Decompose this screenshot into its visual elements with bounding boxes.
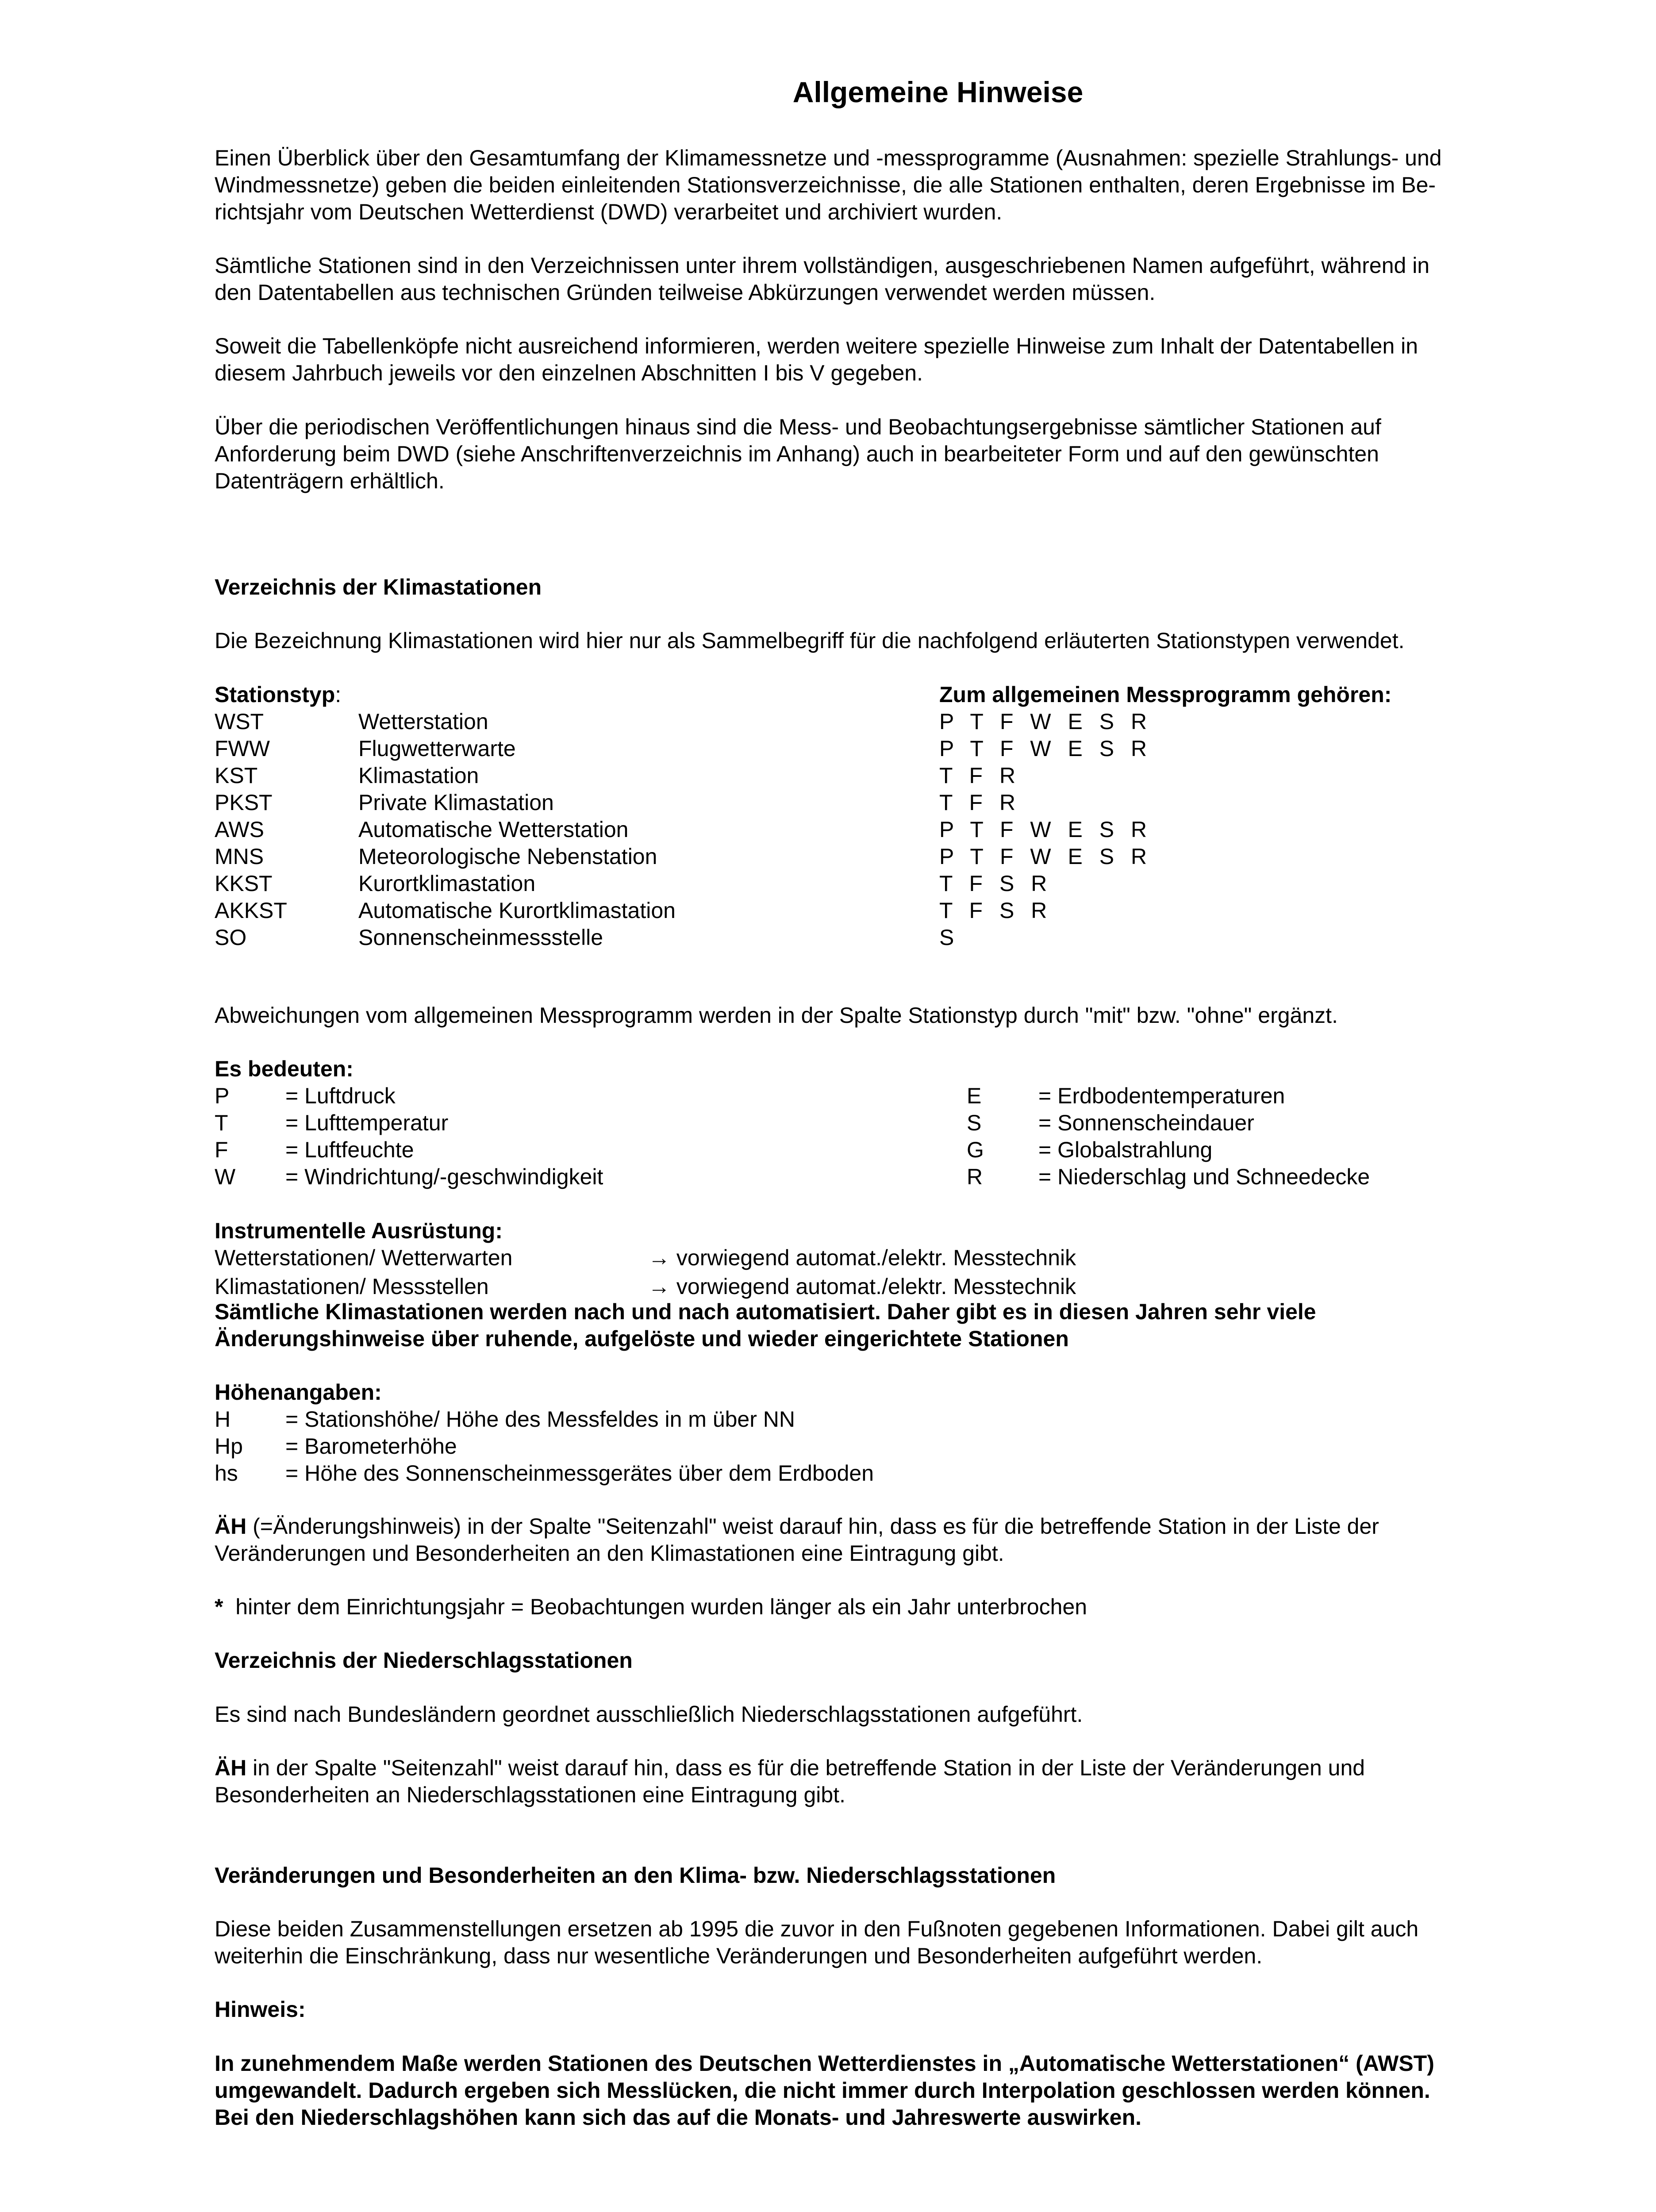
star-text: hinter dem Einrichtungsjahr = Beobachtungen wurden länger als ein Jahr unterbrochen xyxy=(235,1594,1087,1619)
instr-value: → vorwiegend automat./elektr. Messtechnik xyxy=(648,1245,1076,1270)
nieder-intro: Es sind nach Bundesländern geordnet ausschließlich Niederschlagsstationen aufgeführt. xyxy=(215,1702,1083,1727)
instr-table xyxy=(215,1244,1586,1302)
intro-paragraph-3 xyxy=(215,333,1586,387)
text-line: Über die periodischen Veröffentlichungen hinaus sind die Mess- und Beobachtungsergebnisse sämtlicher Stationen auf xyxy=(215,415,1381,439)
legend-key: S xyxy=(967,1110,982,1135)
text-line xyxy=(215,1755,1586,1782)
station-type-abbr: MNS xyxy=(215,844,264,869)
station-type-program: T F S R xyxy=(939,871,1053,896)
station-type-abbr: KKST xyxy=(215,871,273,896)
instr-value: → vorwiegend automat./elektr. Messtechnik xyxy=(648,1274,1076,1299)
text-line: Diese beiden Zusammenstellungen ersetzen ab 1995 die zuvor in den Fußnoten gegebenen Informationen. Dabei gilt auch xyxy=(215,1916,1419,1941)
station-type-name: Klimastation xyxy=(358,763,479,788)
legend-key: W xyxy=(215,1164,236,1189)
legend-key: G xyxy=(967,1137,984,1162)
station-type-abbr: KST xyxy=(215,763,258,788)
ah-abbr: ÄH xyxy=(215,1514,247,1539)
section-heading-veraenderungen: Veränderungen und Besonderheiten an den Klima- bzw. Niederschlagsstationen xyxy=(215,1863,1056,1888)
stationstyp-label: Stationstyp xyxy=(215,682,335,707)
text-line: den Datentabellen aus technischen Gründen teilweise Abkürzungen verwendet werden müssen. xyxy=(215,280,1156,305)
station-type-program: S xyxy=(939,925,960,950)
legend-value: = Sonnenscheindauer xyxy=(1038,1110,1254,1135)
legend-value: = Globalstrahlung xyxy=(1038,1137,1213,1162)
legend-key: F xyxy=(215,1137,228,1162)
section-heading-niederschlag: Verzeichnis der Niederschlagsstationen xyxy=(215,1648,633,1673)
station-type-name: Sonnenscheinmessstelle xyxy=(358,925,603,950)
station-type-program: P T F W E S R xyxy=(939,709,1153,734)
bedeuten-label: Es bedeuten: xyxy=(215,1056,353,1081)
legend-key: P xyxy=(215,1083,230,1108)
text-line: Bei den Niederschlagshöhen kann sich das auf die Monats- und Jahreswerte auswirken. xyxy=(215,2105,1142,2130)
text-fragment: (=Änderungshinweis) in der Spalte "Seitenzahl" weist darauf hin, dass es für die betreffende Station in der Liste der xyxy=(246,1514,1379,1539)
text-line: richtsjahr vom Deutschen Wetterdienst (DWD) verarbeitet und archiviert wurden. xyxy=(215,200,1003,224)
station-type-abbr: WST xyxy=(215,709,264,734)
ah-nieder-text xyxy=(215,1755,1586,1809)
text-line: Datenträgern erhältlich. xyxy=(215,469,445,493)
legend-value: = Erdbodentemperaturen xyxy=(1038,1083,1285,1108)
star-mark: * xyxy=(215,1594,223,1619)
text-line: umgewandelt. Dadurch ergeben sich Messlücken, die nicht immer durch Interpolation geschlossen werden können. xyxy=(215,2078,1430,2103)
legend-key: T xyxy=(215,1110,228,1135)
station-type-program: P T F W E S R xyxy=(939,736,1153,761)
text-line: Sämtliche Klimastationen werden nach und nach automatisiert. Daher gibt es in diesen Jahren sehr viele xyxy=(215,1299,1316,1324)
text-line: Besonderheiten an Niederschlagsstationen eine Eintragung gibt. xyxy=(215,1782,845,1807)
stationstyp-header xyxy=(215,681,341,708)
legend-key: E xyxy=(967,1083,982,1108)
instr-note xyxy=(215,1298,1586,1352)
intro-paragraph-4 xyxy=(215,414,1586,495)
station-type-abbr: AKKST xyxy=(215,898,287,923)
section-heading-klimastationen: Verzeichnis der Klimastationen xyxy=(215,575,542,599)
legend-value: = Luftfeuchte xyxy=(285,1137,414,1162)
station-type-program: P T F W E S R xyxy=(939,844,1153,869)
hoehe-key: H xyxy=(215,1407,231,1432)
star-note xyxy=(215,1594,1586,1621)
station-type-abbr: SO xyxy=(215,925,247,950)
intro-paragraph-2 xyxy=(215,252,1586,306)
intro-paragraph-1 xyxy=(215,145,1586,226)
text-line: Einen Überblick über den Gesamtumfang der Klimamessnetze und -messprogramme (Ausnahmen: spezielle Strahlungs- und xyxy=(215,146,1442,170)
hinweis-label: Hinweis: xyxy=(215,1997,306,2022)
text-line: Änderungshinweise über ruhende, aufgelöste und wieder eingerichtete Stationen xyxy=(215,1326,1069,1351)
station-type-name: Automatische Wetterstation xyxy=(358,817,629,842)
text-line: weiterhin die Einschränkung, dass nur wesentliche Veränderungen und Besonderheiten aufgeführt werden. xyxy=(215,1943,1263,1968)
klima-intro: Die Bezeichnung Klimastationen wird hier nur als Sammelbegriff für die nachfolgend erläuterten Stationstypen verwendet. xyxy=(215,628,1405,653)
text-line: diesem Jahrbuch jeweils vor den einzelnen Abschnitten I bis V gegeben. xyxy=(215,361,923,385)
station-type-abbr: PKST xyxy=(215,790,273,815)
text-line: Veränderungen und Besonderheiten an den Klimastationen eine Eintragung gibt. xyxy=(215,1541,1004,1566)
hoehe-label: Höhenangaben: xyxy=(215,1380,382,1405)
hoehe-value: = Barometerhöhe xyxy=(285,1434,457,1459)
hinweis-text xyxy=(215,2050,1586,2131)
station-type-name: Meteorologische Nebenstation xyxy=(358,844,657,869)
text-line: Sämtliche Stationen sind in den Verzeichnissen unter ihrem vollständigen, ausgeschriebenen Namen aufgeführt, während in xyxy=(215,253,1430,278)
station-type-name: Private Klimastation xyxy=(358,790,554,815)
stationstyp-colon: : xyxy=(335,682,342,707)
station-type-table xyxy=(215,708,1586,956)
legend-value: = Windrichtung/-geschwindigkeit xyxy=(285,1164,603,1189)
hoehe-table xyxy=(215,1406,1586,1490)
legend-value: = Niederschlag und Schneedecke xyxy=(1038,1164,1370,1189)
ah-abbr: ÄH xyxy=(215,1755,247,1780)
station-type-name: Kurortklimastation xyxy=(358,871,536,896)
text-line: Anforderung beim DWD (siehe Anschriftenverzeichnis im Anhang) auch in bearbeiteter Form und auf den gewünschten xyxy=(215,442,1379,466)
instr-key: Wetterstationen/ Wetterwarten xyxy=(215,1245,513,1270)
text-line: Soweit die Tabellenköpfe nicht ausreichend informieren, werden weitere spezielle Hinweise zum Inhalt der Datentabellen in xyxy=(215,334,1418,358)
hoehe-key: Hp xyxy=(215,1434,243,1459)
text-fragment: in der Spalte "Seitenzahl" weist darauf hin, dass es für die betreffende Station in der Liste der Veränderungen und xyxy=(246,1755,1365,1780)
station-type-name: Flugwetterwarte xyxy=(358,736,516,761)
instr-label: Instrumentelle Ausrüstung: xyxy=(215,1218,503,1243)
station-type-program: T F S R xyxy=(939,898,1053,923)
legend-table xyxy=(215,1083,1586,1193)
veraend-text xyxy=(215,1916,1586,1970)
hoehe-value: = Stationshöhe/ Höhe des Messfeldes in m über NN xyxy=(285,1407,795,1432)
hoehe-value: = Höhe des Sonnenscheinmessgerätes über dem Erdboden xyxy=(285,1461,874,1486)
legend-key: R xyxy=(967,1164,983,1189)
station-type-program: T F R xyxy=(939,790,1021,815)
text-line: Windmessnetze) geben die beiden einleitenden Stationsverzeichnisse, die alle Stationen enthalten, deren Ergebnisse im Be- xyxy=(215,173,1436,197)
station-type-abbr: AWS xyxy=(215,817,265,842)
station-type-abbr: FWW xyxy=(215,736,270,761)
text-line xyxy=(215,1513,1586,1540)
station-type-program: P T F W E S R xyxy=(939,817,1153,842)
instr-key: Klimastationen/ Messstellen xyxy=(215,1274,489,1299)
station-type-program: T F R xyxy=(939,763,1021,788)
legend-value: = Luftdruck xyxy=(285,1083,396,1108)
page-title: Allgemeine Hinweise xyxy=(792,76,1084,108)
messprogramm-header: Zum allgemeinen Messprogramm gehören: xyxy=(939,682,1392,707)
ah-klima-text xyxy=(215,1513,1586,1567)
station-type-name: Wetterstation xyxy=(358,709,488,734)
abweichungen-text: Abweichungen vom allgemeinen Messprogramm werden in der Spalte Stationstyp durch "mit" bzw. "ohne" ergänzt. xyxy=(215,1003,1338,1028)
text-line: In zunehmendem Maße werden Stationen des Deutschen Wetterdienstes in „Automatische Wetterstationen“ (AWST) xyxy=(215,2051,1434,2076)
station-type-name: Automatische Kurortklimastation xyxy=(358,898,676,923)
legend-value: = Lufttemperatur xyxy=(285,1110,449,1135)
hoehe-key: hs xyxy=(215,1461,238,1486)
